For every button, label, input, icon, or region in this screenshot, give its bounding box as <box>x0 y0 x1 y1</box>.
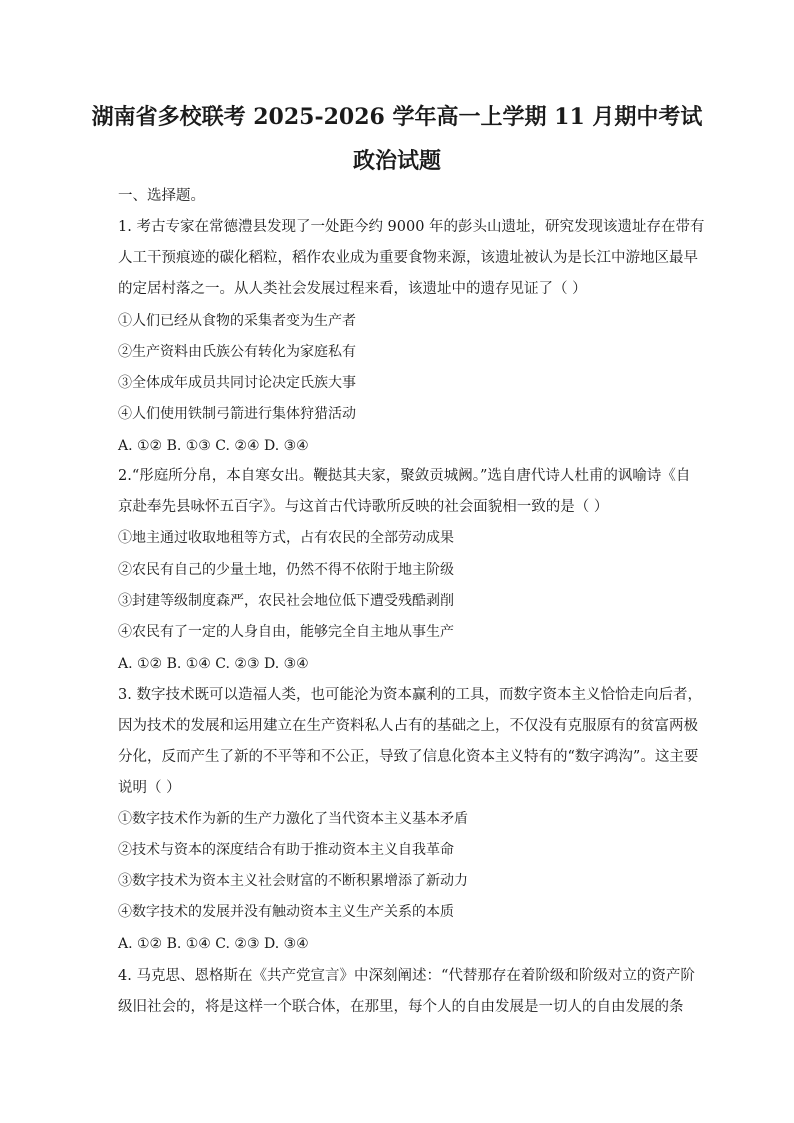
question-3-stem-line-3: 分化，反而产生了新的不平等和不公正，导致了信息化资本主义特有的“数字鸿沟”。这主要 <box>118 749 699 765</box>
question-2-option-4: ④农民有了一定的人身自由，能够完全自主地从事生产 <box>118 624 454 640</box>
question-3-stem-line-2: 因为技术的发展和运用建立在生产资料私人占有的基础之上，不仅没有克服原有的贫富两极 <box>118 718 698 734</box>
question-4-stem-line-2: 级旧社会的，将是这样一个联合体，在那里，每个人的自由发展是一切人的自由发展的条 <box>118 999 684 1015</box>
question-1-stem-line-3: 的定居村落之一。从人类社会发展过程来看，该遗址中的遗存见证了（ ） <box>118 281 587 297</box>
question-1-stem-line-2: 人工干预痕迹的碳化稻粒，稻作农业成为重要食物来源，该遗址被认为是长江中游地区最早 <box>118 250 698 266</box>
question-3-answers: A. ①② B. ①④ C. ②③ D. ③④ <box>118 936 309 952</box>
question-1-option-2: ②生产资料由氏族公有转化为家庭私有 <box>118 344 356 360</box>
question-2-option-3: ③封建等级制度森严，农民社会地位低下遭受残酷剥削 <box>118 593 454 609</box>
question-3-option-1: ①数字技术作为新的生产力激化了当代资本主义基本矛盾 <box>118 811 468 827</box>
question-1-option-3: ③全体成年成员共同讨论决定氏族大事 <box>118 375 356 391</box>
question-3-stem-line-4: 说明（ ） <box>118 780 181 796</box>
exam-subtitle: 政治试题 <box>352 148 441 174</box>
question-2-stem-line-2: 京赴奉先县咏怀五百字》。与这首古代诗歌所反映的社会面貌相一致的是（ ） <box>118 499 609 515</box>
question-1-answers: A. ①② B. ①③ C. ②④ D. ③④ <box>118 438 309 454</box>
question-1-option-4: ④人们使用铁制弓箭进行集体狩猎活动 <box>118 406 356 422</box>
question-3-option-2: ②技术与资本的深度结合有助于推动资本主义自我革命 <box>118 842 454 858</box>
question-3-option-3: ③数字技术为资本主义社会财富的不断积累增添了新动力 <box>118 873 468 889</box>
exam-title: 湖南省多校联考 2025-2026 学年高一上学期 11 月期中考试 <box>91 104 703 130</box>
section-label: 一、选择题。 <box>118 188 205 204</box>
question-2-answers: A. ①② B. ①④ C. ②③ D. ③④ <box>118 656 309 672</box>
question-1-option-1: ①人们已经从食物的采集者变为生产者 <box>118 313 356 329</box>
question-1-stem-line-1: 1. 考古专家在常德澧县发现了一处距今约 9000 年的彭头山遗址，研究发现该遗址存在带有 <box>118 219 705 235</box>
question-2-stem-line-1: 2.“彤庭所分帛，本自寒女出。鞭挞其夫家，聚敛贡城阙。”选自唐代诗人杜甫的讽喻诗《自 <box>118 468 691 484</box>
question-3-option-4: ④数字技术的发展并没有触动资本主义生产关系的本质 <box>118 904 454 920</box>
question-2-option-2: ②农民有自己的少量土地，仍然不得不依附于地主阶级 <box>118 562 454 578</box>
question-3-stem-line-1: 3. 数字技术既可以造福人类，也可能沦为资本赢利的工具，而数字资本主义恰恰走向后者， <box>118 687 702 703</box>
question-4-stem-line-1: 4. 马克思、恩格斯在《共产党宣言》中深刻阐述：“代替那存在着阶级和阶级对立的资产阶 <box>118 968 695 984</box>
question-2-option-1: ①地主通过收取地租等方式，占有农民的全部劳动成果 <box>118 530 454 546</box>
